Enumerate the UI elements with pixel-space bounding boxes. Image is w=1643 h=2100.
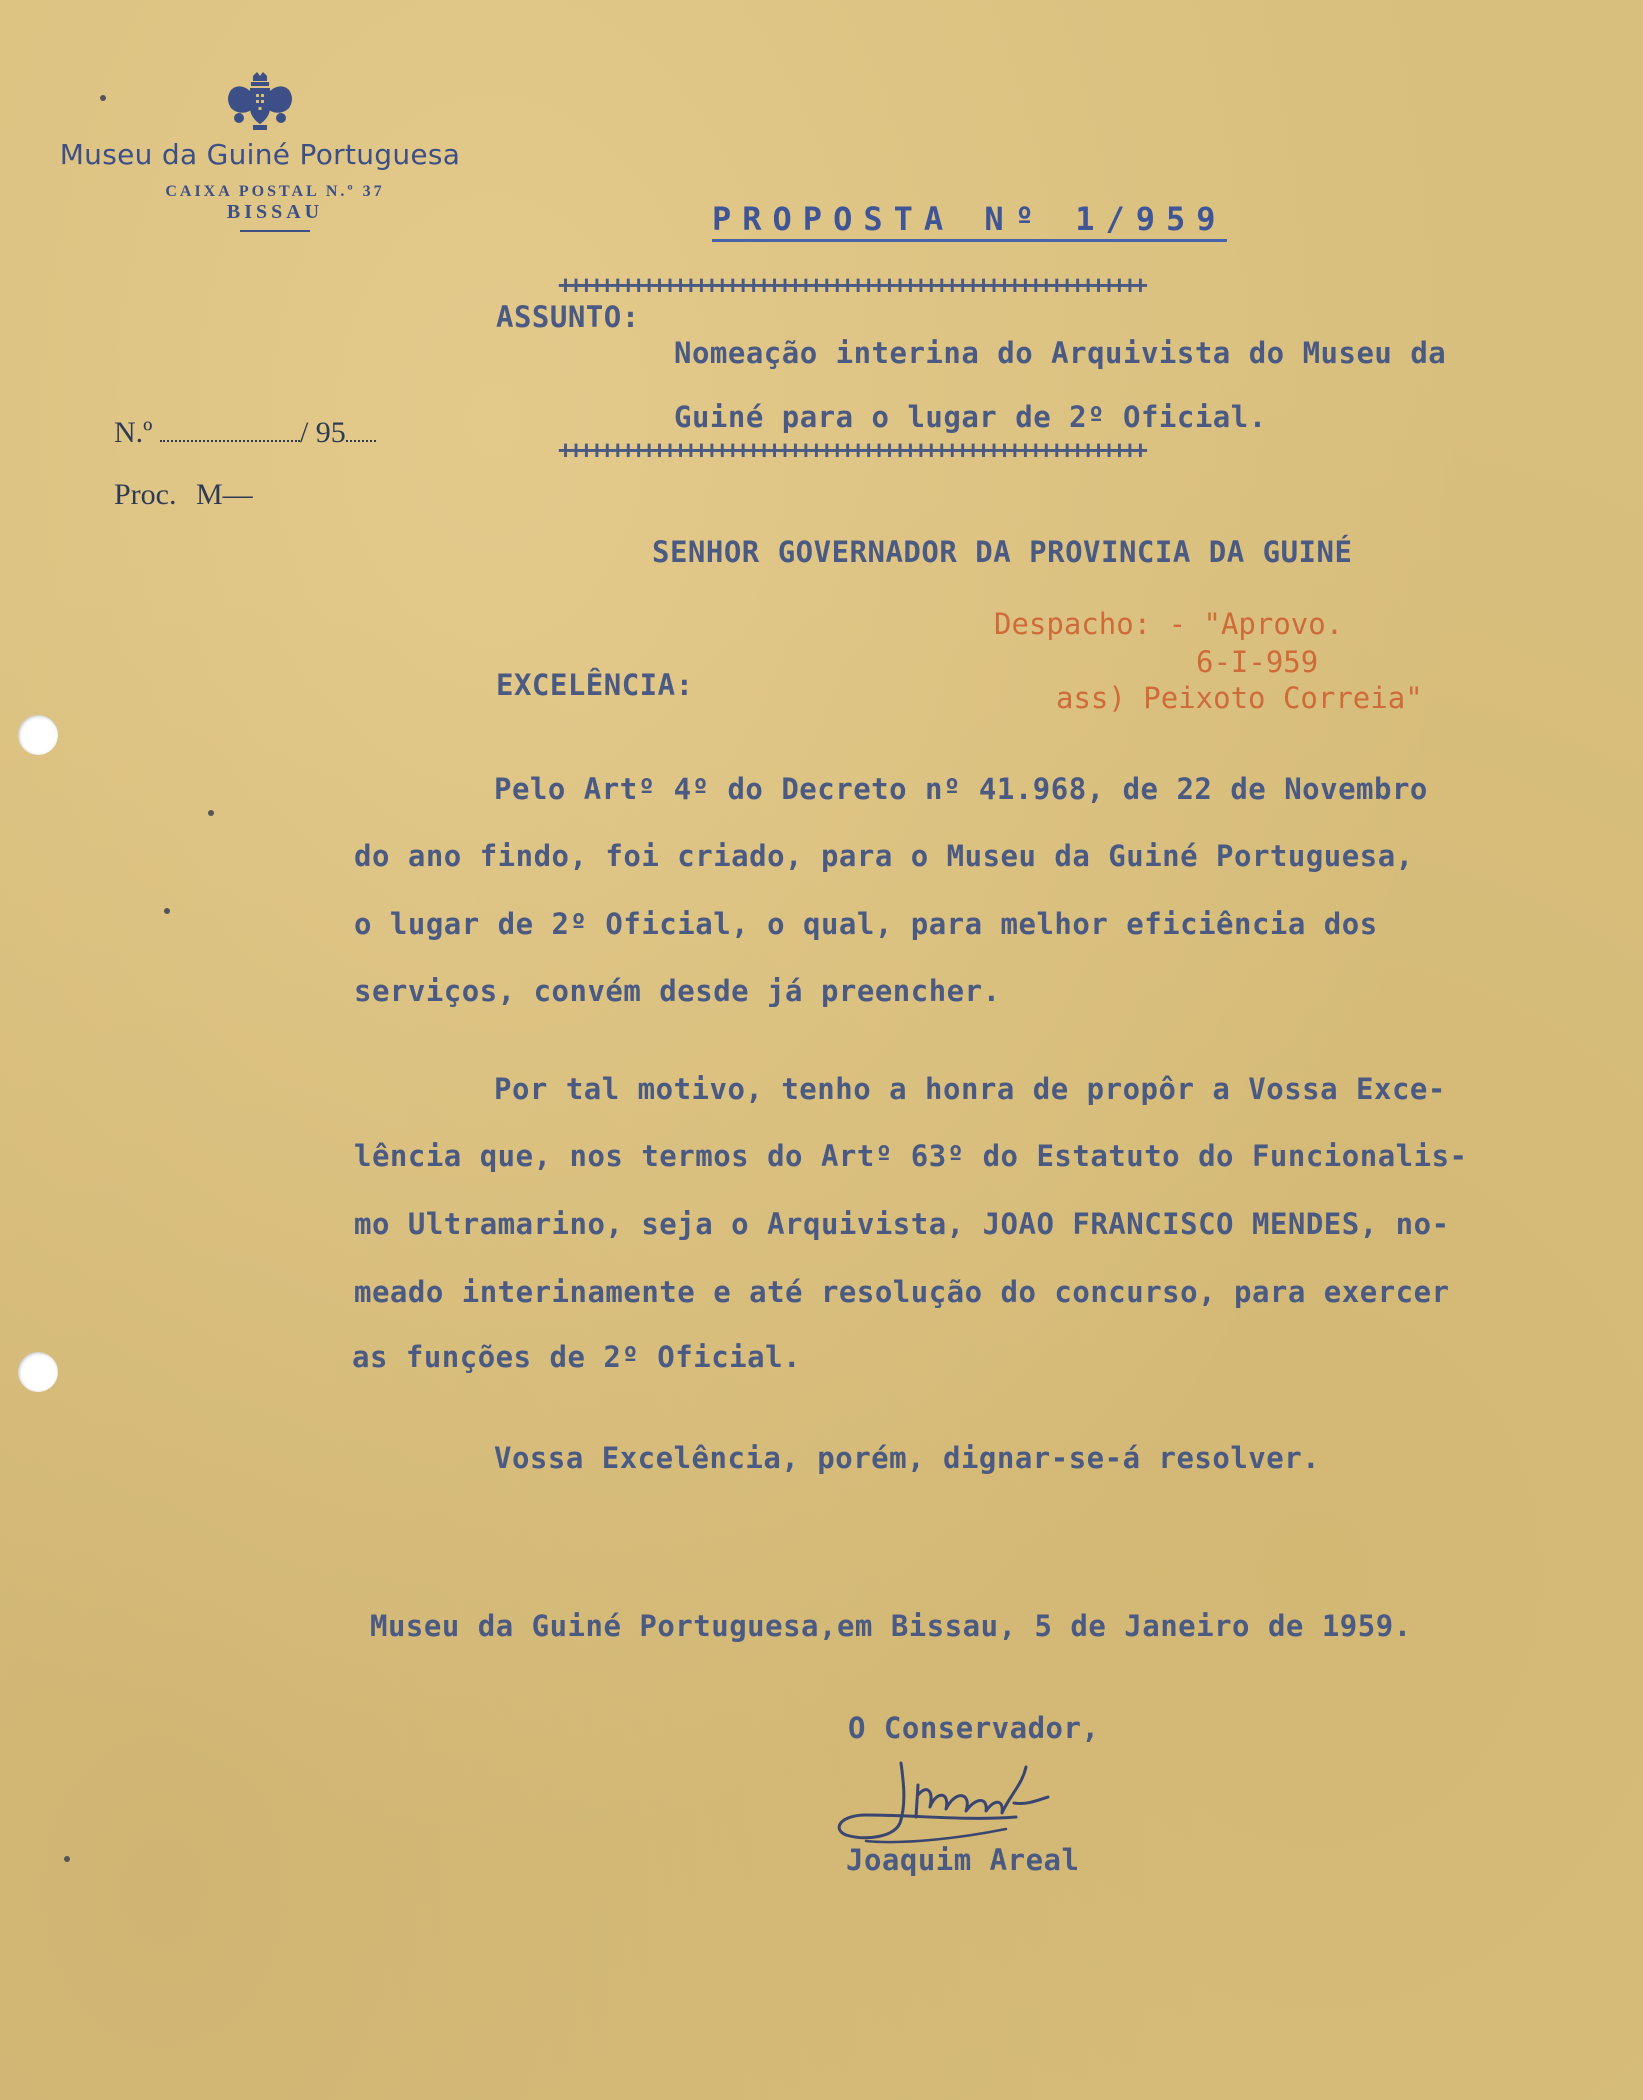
- paper-speck: [164, 908, 170, 914]
- dispatch-line-1: Despacho: - "Aprovo.: [994, 607, 1344, 641]
- subject-label: ASSUNTO:: [496, 300, 640, 334]
- reference-number: [114, 416, 376, 450]
- paragraph-2-line-1: Por tal motivo, tenho a honra de propôr a Vossa Exce-: [494, 1072, 1446, 1106]
- proc-label: Proc.: [114, 478, 177, 511]
- proc-value: M—: [196, 478, 253, 511]
- paragraph-2-line-2: lência que, nos termos do Artº 63º do Estatuto do Funcionalis-: [354, 1139, 1468, 1173]
- proc-reference: [114, 478, 253, 512]
- paragraph-1-line-2: do ano findo, foi criado, para o Museu da Guiné Portuguesa,: [354, 839, 1414, 873]
- separator-bottom: ++++++++++++++++++++++++++++++++++++++++++++++++++++++++: [558, 435, 1144, 464]
- coat-of-arms-icon: [223, 70, 297, 132]
- po-box: CAIXA POSTAL N.º 37: [165, 183, 385, 200]
- paragraph-1-line-4: serviços, convém desde já preencher.: [354, 974, 1001, 1008]
- closing: O Conservador,: [848, 1711, 1100, 1745]
- place-and-date: Museu da Guiné Portuguesa,em Bissau, 5 de Janeiro de 1959.: [370, 1609, 1412, 1643]
- punch-hole-bottom: [18, 1352, 58, 1392]
- addressee: SENHOR GOVERNADOR DA PROVINCIA DA GUINÉ: [652, 535, 1353, 569]
- handwritten-signature: [826, 1745, 1126, 1855]
- subject-line-2: Guiné para o lugar de 2º Oficial.: [674, 400, 1267, 434]
- letterhead: [40, 70, 480, 232]
- dispatch-signature: ass) Peixoto Correia": [1056, 681, 1423, 715]
- paragraph-1-line-1: Pelo Artº 4º do Decreto nº 41.968, de 22 de Novembro: [494, 772, 1428, 806]
- punch-hole-top: [18, 715, 58, 755]
- subject-line-1: Nomeação interina do Arquivista do Museu da: [674, 336, 1447, 370]
- paragraph-2-line-3: mo Ultramarino, seja o Arquivista, JOAO FRANCISCO MENDES, no-: [354, 1207, 1450, 1241]
- paragraph-3-line-1: Vossa Excelência, porém, dignar-se-á resolver.: [494, 1441, 1321, 1475]
- separator-top: ++++++++++++++++++++++++++++++++++++++++++++++++++++++++: [558, 270, 1144, 299]
- paper-speck: [64, 1856, 70, 1862]
- number-suffix: / 95: [299, 416, 346, 449]
- letterhead-rule: [240, 230, 310, 232]
- document-title: PROPOSTA Nº 1/959: [712, 200, 1227, 242]
- number-trailing-dots: [346, 430, 376, 442]
- signatory-name: Joaquim Areal: [846, 1843, 1080, 1877]
- paragraph-2-line-4: meado interinamente e até resolução do concurso, para exercer: [354, 1275, 1450, 1309]
- number-label: N.º: [114, 416, 153, 449]
- paper-speck: [208, 810, 214, 816]
- institution-name: Museu da Guiné Portuguesa: [59, 138, 461, 171]
- number-dots: [160, 430, 300, 442]
- paragraph-2-line-5: as funções de 2º Oficial.: [352, 1340, 801, 1374]
- city: BISSAU: [226, 201, 324, 223]
- dispatch-date: 6-I-959: [1196, 645, 1319, 679]
- paragraph-1-line-3: o lugar de 2º Oficial, o qual, para melhor eficiência dos: [354, 907, 1378, 941]
- salutation: EXCELÊNCIA:: [496, 668, 694, 702]
